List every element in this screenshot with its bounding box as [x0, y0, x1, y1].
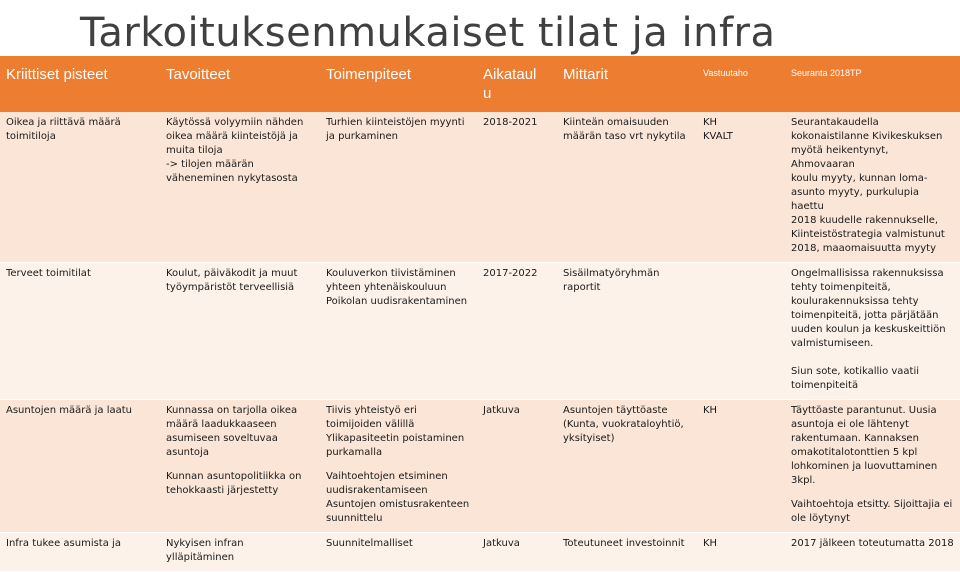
criteria-table: [0, 56, 960, 563]
header-seuranta: Seuranta 2018TP: [785, 56, 960, 112]
cell-line: Ongelmallisissa rakennuksissa: [791, 268, 944, 279]
cell-kriittiset: [0, 263, 160, 400]
cell-line: työympäristöt terveellisiä: [166, 282, 295, 293]
cell-line: omakotitalotonttien 5 kpl: [791, 447, 918, 458]
cell-text: Infra tukee asumista ja: [6, 538, 121, 549]
cell-line: Kouluverkon tiivistäminen: [326, 268, 456, 279]
cell-text: Jatkuva: [483, 538, 520, 549]
table-row: [0, 112, 960, 263]
cell-line: raportit: [563, 282, 601, 293]
cell-vastuutaho: [697, 263, 785, 400]
cell-line: rakentumaan. Kannaksen: [791, 433, 919, 444]
header-kriittiset: Kriittiset pisteet: [0, 56, 160, 112]
header-aikataulu-line2: u: [483, 84, 492, 102]
cell-aikataulu: [477, 400, 557, 533]
cell-line: 2017 jälkeen toteutumatta 2018: [791, 538, 954, 549]
cell-line: asumiseen soveltuvaa: [166, 433, 278, 444]
cell-toimenpiteet: [320, 112, 477, 263]
cell-line: KH: [703, 117, 718, 128]
cell-line: Nykyisen infran ylläpitäminen: [166, 538, 244, 563]
cell-seuranta: [785, 400, 960, 533]
cell-line: asunto myyty, purkulupia haettu: [791, 187, 919, 212]
cell-line: kokonaistilanne Kivikeskuksen: [791, 131, 943, 142]
cell-text: Oikea ja riittävä määrä toimitiloja: [6, 117, 121, 142]
cell-line: muita tiloja: [166, 145, 223, 156]
cell-aikataulu: [477, 533, 557, 572]
cell-line: Kiinteistöstrategia valmistunut: [791, 229, 945, 240]
cell-line: Kunnassa on tarjolla oikea: [166, 405, 298, 416]
cell-spacer: [791, 488, 954, 498]
cell-line-extra: uudisrakentamiseen: [326, 485, 428, 496]
cell-spacer: [166, 460, 314, 470]
cell-line: Koulut, päiväkodit ja muut: [166, 268, 298, 279]
cell-line: ja purkaminen: [326, 131, 398, 142]
cell-vastuutaho: [697, 533, 785, 572]
cell-tavoitteet: [160, 400, 320, 533]
cell-line: määrä laadukkaaseen: [166, 419, 277, 430]
cell-line: toimenpiteitä, jotta pärjätään: [791, 310, 939, 321]
table-row: [0, 400, 960, 533]
cell-line: Sisäilmatyöryhmän: [563, 268, 660, 279]
cell-line: asuntoja: [166, 447, 209, 458]
cell-line: KH: [703, 405, 718, 416]
cell-seuranta: [785, 112, 960, 263]
cell-line: Käytössä volyymiin nähden: [166, 117, 304, 128]
cell-tavoitteet: [160, 112, 320, 263]
cell-seuranta: [785, 263, 960, 400]
cell-line: 3kpl.: [791, 475, 816, 486]
cell-line: tehty toimenpiteitä,: [791, 282, 891, 293]
header-vastuutaho: Vastuutaho: [697, 56, 785, 112]
table-row: [0, 533, 960, 572]
cell-vastuutaho: [697, 112, 785, 263]
cell-line: 2018, maaomaisuutta myyty: [791, 243, 937, 254]
cell-toimenpiteet: [320, 263, 477, 400]
header-aikataulu: [477, 56, 557, 112]
header-mittarit: Mittarit: [557, 56, 697, 112]
cell-line: oikea määrä kiinteistöjä ja: [166, 131, 298, 142]
cell-aikataulu: [477, 112, 557, 263]
cell-line: valmistumiseen.: [791, 338, 874, 349]
cell-line-extra: ole löytynyt: [791, 513, 851, 524]
cell-text: 2017-2022: [483, 268, 538, 279]
cell-line-extra: tehokkaasti järjestetty: [166, 485, 279, 496]
cell-line: -> tilojen määrän: [166, 159, 254, 170]
cell-line: KVALT: [703, 131, 733, 142]
cell-line: Tiivis yhteistyö eri: [326, 405, 417, 416]
cell-line-extra: Asuntojen omistusrakenteen: [326, 499, 470, 510]
cell-tavoitteet: [160, 533, 320, 572]
cell-toimenpiteet: [320, 400, 477, 533]
cell-kriittiset: [0, 112, 160, 263]
cell-line-extra: Vaihtoehtoja etsitty. Sijoittajia ei: [791, 499, 953, 510]
cell-line: purkamalla: [326, 447, 383, 458]
cell-text: Jatkuva: [483, 405, 520, 416]
table-row: [0, 263, 960, 400]
cell-tavoitteet: [160, 263, 320, 400]
cell-line: myötä heikentynyt, Ahmovaaran: [791, 145, 889, 170]
cell-text: Terveet toimitilat: [6, 268, 91, 279]
cell-line: Ylikapasiteetin poistaminen: [326, 433, 465, 444]
cell-line: yksityiset): [563, 433, 615, 444]
cell-line-extra: suunnittelu: [326, 513, 383, 524]
cell-line: Täyttöaste parantunut. Uusia: [791, 405, 937, 416]
cell-line: KH: [703, 538, 718, 549]
cell-line: Kiinteän omaisuuden: [563, 117, 669, 128]
header-tavoitteet: Tavoitteet: [160, 56, 320, 112]
cell-line: koulu myyty, kunnan loma-: [791, 173, 928, 184]
cell-line: määrän taso vrt nykytila: [563, 131, 686, 142]
cell-kriittiset: [0, 533, 160, 572]
cell-line: 2018 kuudelle rakennukselle,: [791, 215, 939, 226]
cell-line: asuntoja ei ole lähtenyt: [791, 419, 909, 430]
header-aikataulu-line1: Aikataul: [483, 66, 537, 83]
cell-spacer: [326, 460, 471, 470]
cell-line: Suunnitelmalliset: [326, 538, 413, 549]
cell-aikataulu: [477, 263, 557, 400]
cell-line: Toteutuneet investoinnit: [563, 538, 685, 549]
slide-title: Tarkoituksenmukaiset tilat ja infra: [80, 10, 776, 56]
cell-line: uuden koulun ja keskuskeittiön: [791, 324, 946, 335]
cell-line: väheneminen nykytasosta: [166, 173, 298, 184]
cell-mittarit: [557, 112, 697, 263]
cell-line: Asuntojen täyttöaste: [563, 405, 668, 416]
cell-line-extra: Vaihtoehtojen etsiminen: [326, 471, 448, 482]
cell-line-extra: Kunnan asuntopolitiikka on: [166, 471, 302, 482]
cell-line: (Kunta, vuokrataloyhtiö,: [563, 419, 684, 430]
cell-line: Seurantakaudella: [791, 117, 879, 128]
cell-mittarit: [557, 400, 697, 533]
cell-line: toimijoiden välillä: [326, 419, 415, 430]
cell-line-extra: toimenpiteitä: [791, 380, 859, 391]
cell-seuranta: [785, 533, 960, 572]
cell-mittarit: [557, 263, 697, 400]
cell-toimenpiteet: [320, 533, 477, 572]
cell-line: yhteen yhtenäiskouluun: [326, 282, 447, 293]
cell-spacer: [791, 351, 954, 365]
cell-line: lohkominen ja luovuttaminen: [791, 461, 938, 472]
cell-line: Poikolan uudisrakentaminen: [326, 296, 468, 307]
cell-vastuutaho: [697, 400, 785, 533]
cell-line-extra: Siun sote, kotikallio vaatii: [791, 366, 920, 377]
cell-text: Asuntojen määrä ja laatu: [6, 405, 133, 416]
cell-text: 2018-2021: [483, 117, 538, 128]
header-toimenpiteet: Toimenpiteet: [320, 56, 477, 112]
cell-line: Turhien kiinteistöjen myynti: [326, 117, 465, 128]
cell-line: koulurakennuksissa tehty: [791, 296, 919, 307]
cell-kriittiset: [0, 400, 160, 533]
table-header-row: [0, 56, 960, 112]
cell-mittarit: [557, 533, 697, 572]
